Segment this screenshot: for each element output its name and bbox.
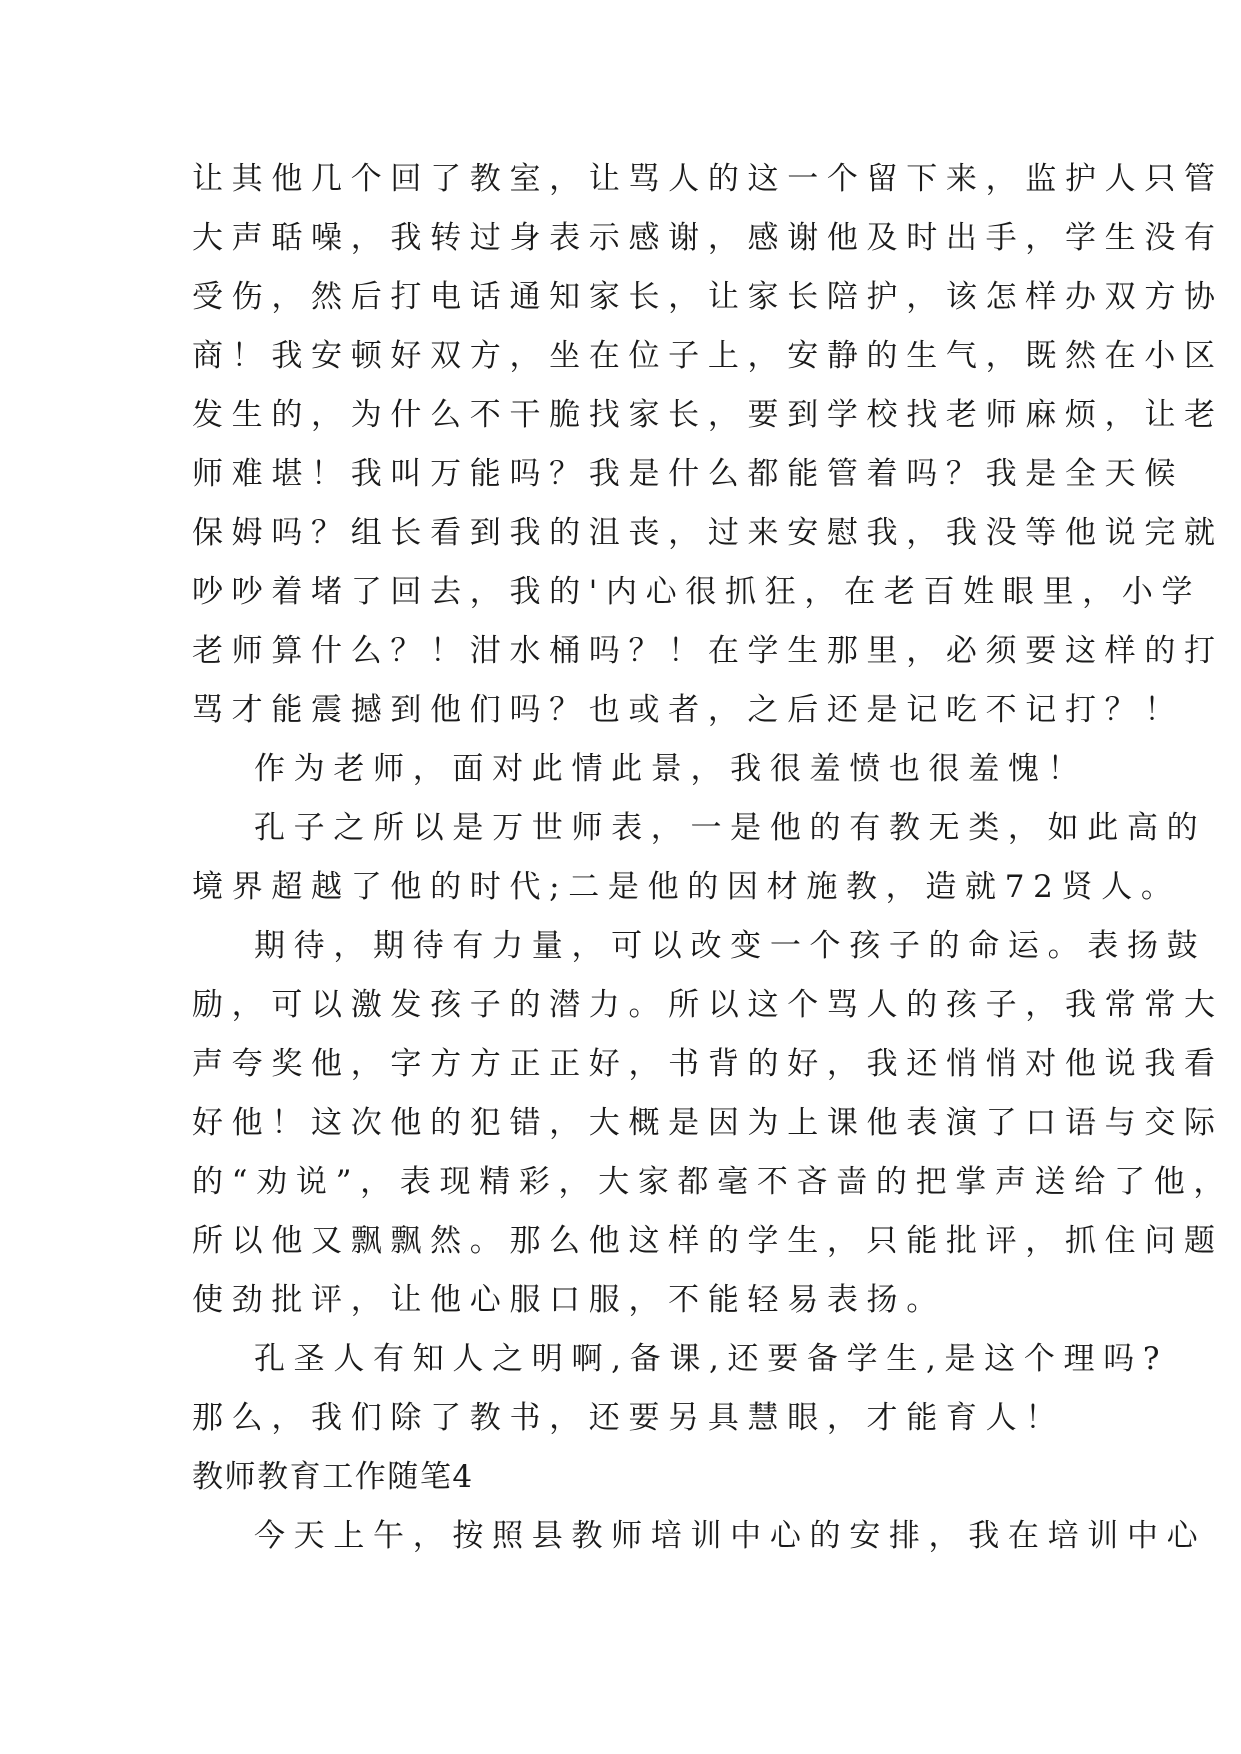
text-line: 骂才能震撼到他们吗？也或者，之后还是记吃不记打？！	[192, 692, 1184, 728]
text-line: 师难堪！我叫万能吗？我是什么都能管着吗？我是全天候	[192, 456, 1184, 492]
paragraph-start-line: 孔圣人有知人之明啊,备课,还要备学生,是这个理吗?	[254, 1341, 1169, 1377]
text-line: 声夸奖他，字方方正正好，书背的好，我还悄悄对他说我看	[192, 1046, 1224, 1082]
text-line: 老师算什么？！泔水桶吗？！在学生那里，必须要这样的打	[192, 633, 1224, 669]
text-line: 所以他又飘飘然。那么他这样的学生，只能批评，抓住问题	[192, 1223, 1224, 1259]
text-line: 的“劝说”，表现精彩，大家都毫不吝啬的把掌声送给了他，	[192, 1164, 1234, 1200]
text-line: 大声聒噪，我转过身表示感谢，感谢他及时出手，学生没有	[192, 220, 1224, 256]
text-line: 境界超越了他的时代;二是他的因材施教，造就72贤人。	[192, 869, 1181, 905]
text-line: 受伤，然后打电话通知家长，让家长陪护，该怎样办双方协	[192, 279, 1224, 315]
text-line: 让其他几个回了教室，让骂人的这一个留下来，监护人只管	[192, 161, 1224, 197]
text-line: 那么，我们除了教书，还要另具慧眼，才能育人！	[192, 1400, 1065, 1436]
document-page	[192, 150, 1234, 1566]
paragraph-start-line: 孔子之所以是万世师表，一是他的有教无类，如此高的	[254, 810, 1207, 846]
text-line: 发生的，为什么不干脆找家长，要到学校找老师麻烦，让老	[192, 397, 1224, 433]
text-line: 商！我安顿好双方，坐在位子上，安静的生气，既然在小区	[192, 338, 1224, 374]
text-line: 好他！这次他的犯错，大概是因为上课他表演了口语与交际	[192, 1105, 1224, 1141]
section-heading: 教师教育工作随笔4	[192, 1459, 474, 1495]
paragraph-start-line: 作为老师，面对此情此景，我很羞愤也很羞愧！	[254, 751, 1088, 787]
text-line: 励，可以激发孩子的潜力。所以这个骂人的孩子，我常常大	[192, 987, 1224, 1023]
text-line: 使劲批评，让他心服口服，不能轻易表扬。	[192, 1282, 946, 1318]
paragraph-start-line: 今天上午，按照县教师培训中心的安排，我在培训中心	[254, 1518, 1207, 1554]
paragraph-start-line: 期待，期待有力量，可以改变一个孩子的命运。表扬鼓	[254, 928, 1207, 964]
text-line: 吵吵着堵了回去，我的'内心很抓狂，在老百姓眼里，小学	[192, 574, 1202, 610]
text-line: 保姆吗？组长看到我的沮丧，过来安慰我，我没等他说完就	[192, 515, 1224, 551]
